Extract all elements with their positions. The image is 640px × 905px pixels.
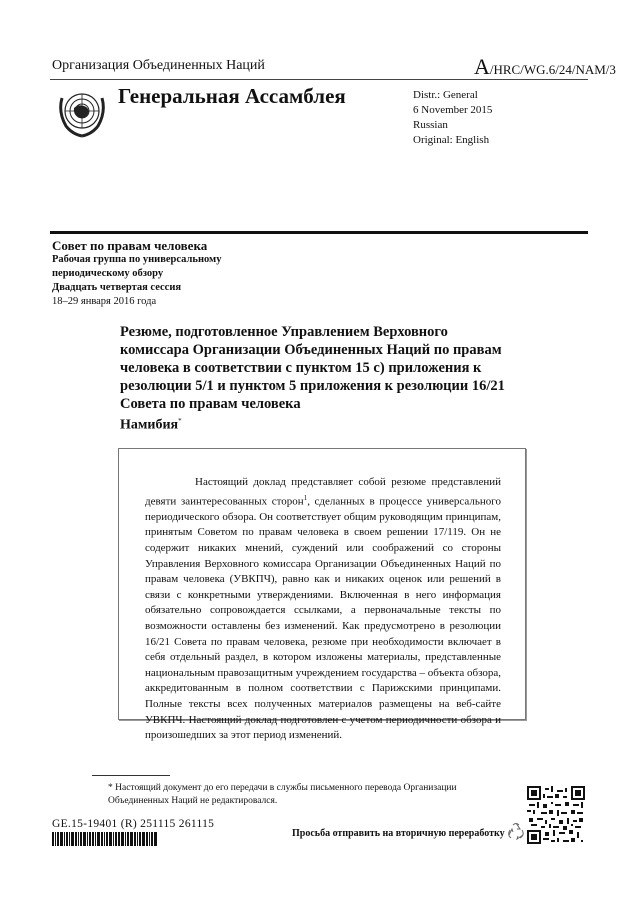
recycle-text: Просьба отправить на вторичную переработку [292,828,505,839]
barcode-icon [52,832,170,846]
summary-text: Настоящий доклад представляет собой резюме представлений девяти заинтересованных сторон$^1$, сделанных в процессе универсального периодического обзора. Он соответствует общим руководящим принципам, принятым Советом по правам человека в своем решении 17/119. Он не содержит никаких мнений, суждений или соображений со стороны Управления Верховного комиссара Организации Объединенных Наций по правам человека (УВКПЧ), равно как и никаких оценок или решений в связи с конкретными утверждениями. Включенная в него информация обязательно сопровождается ссылками, а первоначальные тексты по возможности оставлены без изменений. Как предусмотрено в резолюции 16/21 Совета по правам человека, резюме при необходимости включает в себя отдельный раздел, в котором изложены материалы, представленные национальным правозащитным учреждением государства – объекта обзора, аккредитованным в полном соответствии с Парижскими принципами. Полные тексты всех полученных материалов размещены на веб-сайте УВКПЧ. Настоящий доклад подготовлен с учетом периодичности обзора и произошедших за этот период изменений. [145,476,501,742]
recycle-icon [505,820,527,842]
language: Russian [413,119,448,131]
working-group-line1: Рабочая группа по универсальному [52,254,222,265]
document-symbol [474,54,616,80]
issue-date: 6 November 2015 [413,104,493,116]
council-block [52,239,221,309]
distribution: Distr.: General [413,89,478,101]
reference-marker: 1 [303,493,308,502]
council-name: Совет по правам человека [52,238,208,253]
symbol-prefix: A [474,54,490,79]
session: Двадцать четвертая сессия [52,282,182,293]
un-emblem-icon [54,84,110,140]
summary-box [118,448,526,742]
country-heading [120,417,182,434]
working-group-line2: периодическому обзору [52,268,164,279]
footnote: * Настоящий документ до его передачи в службы письменного перевода Организации Объединенных Наций не редактировался. [108,783,457,806]
symbol-rest: /HRC/WG.6/24/NAM/3 [489,62,616,77]
section-rule [50,231,588,234]
job-number: GE.15-19401 (R) 251115 261115 [52,818,215,830]
footnote-rule [92,775,170,776]
distribution-block [413,88,492,148]
qr-code-icon [527,786,585,844]
footnote-marker: * [178,417,182,425]
session-dates: 18–29 января 2016 года [52,296,157,307]
body-title: Генеральная Ассамблея [118,84,346,108]
document-title: Резюме, подготовленное Управлением Верховного комиссара Организации Объединенных Наций по правам человека в соответствии с пунктом 15 c) приложения к резолюции 5/1 и пунктом 5 приложения к резолюции 16/21 Совета по правам человека [120,324,505,412]
header-rule [50,79,588,80]
organization-name: Организация Объединенных Наций [52,58,265,73]
original-language: Original: English [413,134,490,146]
country-name: Намибия [120,417,179,433]
